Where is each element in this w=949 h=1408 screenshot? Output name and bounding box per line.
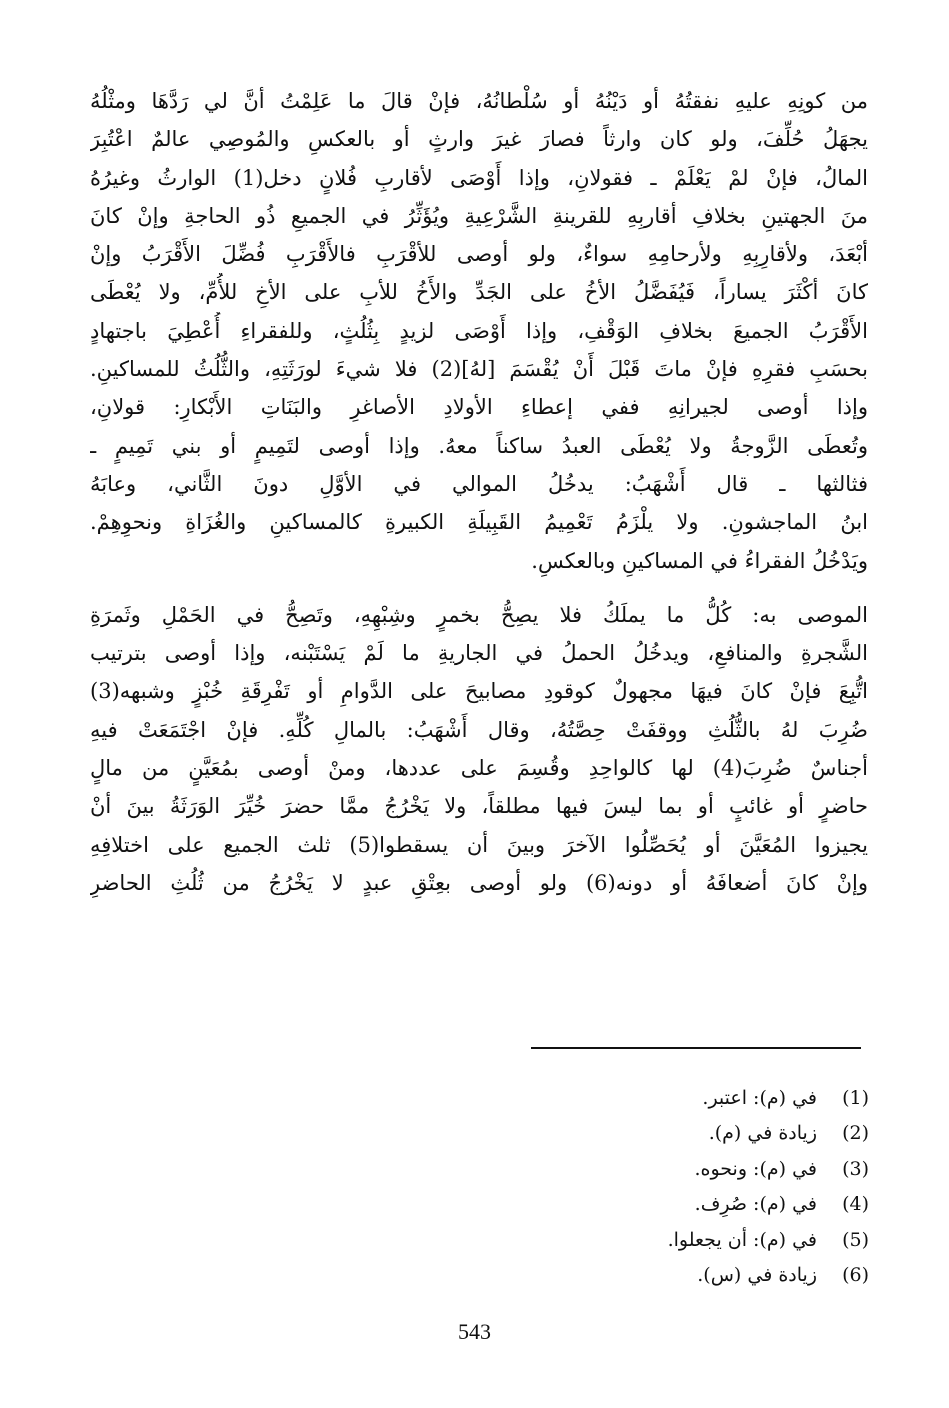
main-text-block xyxy=(90,82,868,902)
paragraph-1 xyxy=(90,82,868,580)
footnote-item xyxy=(369,1080,869,1116)
footnote-number: (5) xyxy=(842,1228,869,1251)
footnote-item xyxy=(369,1116,869,1152)
text-line: حاضرٍ أو غائبٍ أو بما ليسَ فيها مطلقاً، ولا يَخْرُجُ ممَّا حضرَ خُيِّرَ الوَرَثَةُ بينَ أنْ xyxy=(90,794,868,819)
text-line: يجهَلُ حُلِّفَ، ولو كان وارثاً فصارَ غيرَ وارثٍ أو بالعكسِ والمُوصِي عالمٌ اعْتُبِرَ xyxy=(90,127,868,152)
text-line: وتُعطَى الزَّوجةُ ولا يُعْطَى العبدُ ساكناً معهُ. وإذا أوصى لتَمِيمٍ أو بني تَمِيمٍ ـ xyxy=(90,433,868,458)
footnote-number: (6) xyxy=(842,1264,869,1287)
text-line: ضُرِبَ لهُ بالثُّلُثِ ووقفَتْ حِصَّتُهُ، وقال أَشْهَبُ: بالمالِ كُلِّهِ. فإنْ اجْتَمَعَتْ فيهِ xyxy=(90,717,868,742)
footnote-text: في (م): ونحوه. xyxy=(694,1157,817,1180)
footnotes-list xyxy=(369,1080,869,1293)
text-line: وإنْ كانَ أضعافَهُ أو دونه(6) ولو أوصى بعِتْقِ عبدٍ لا يَخْرُجُ من ثُلُثِ الحاضرِ xyxy=(90,870,868,895)
footnote-item xyxy=(369,1151,869,1187)
footnote-number: (4) xyxy=(842,1193,869,1216)
text-line: الموصى به: كُلُّ ما يملَكُ فلا يصِحُّ بخمرٍ وشِبْهِهِ، وتَصِحُّ في الحَمْلِ وثَمرَةِ xyxy=(90,602,868,627)
text-line: أبْعَدَ، ولأقارِبِهِ ولأرحامِهِ سواءٌ، ولو أوصى للأقْرَبِ فالأَقْرَبِ فُضِّلَ الأَقْرَبُ وإنْ xyxy=(90,242,868,267)
text-line: منَ الجهتينِ بخلافِ أقاربِهِ للقرينةِ الشَّرْعِيةِ ويُؤَثِّرُ في الجميعِ ذُو الحاجةِ وإنْ كانَ xyxy=(90,203,868,228)
text-line: الأَقْرَبُ الجميعَ بخلافِ الوَقْفِ، وإذا أَوْصَى لزيدٍ بِثُلُثٍ، وللفقراءِ أُعْطِيَ باجتهادٍ xyxy=(90,318,868,343)
footnote-divider xyxy=(531,1047,861,1049)
text-line: الشَّجرةِ والمنافعِ، ويدخُلُ الحملُ في الجاريةِ ما لَمْ يَسْتَبْنه، وإذا أوصى بترتيب xyxy=(90,641,868,666)
page-number: 543 xyxy=(458,1319,491,1344)
text-line: وإذا أوصى لجيرانِهِ ففي إعطاءِ الأولادِ الأصاغرِ والبَنَاتِ الأَبْكارِ: قولانِ، xyxy=(90,395,868,420)
text-line: كانَ أكْثَرَ يساراً، فَيُفَضَّلُ الأخُ على الجَدِّ والأَخُ للأبِ على الأخِ للأُمِّ، ولا يُعْطَى xyxy=(90,280,868,305)
paragraph-2 xyxy=(90,596,868,902)
footnote-item xyxy=(369,1222,869,1258)
text-line: المالُ، فإنْ لمْ يَعْلَمْ ـ فقولانِ، وإذا أَوْصَى لأقاربِ فُلانٍ دخل(1) الوارثُ وغيرُهُ xyxy=(90,165,868,190)
text-line: يجيزوا المُعَيَّنَ أو يُحَصِّلُوا الآخرَ وبينَ أن يسقطوا(5) ثلث الجميع على اختلافِهِ xyxy=(90,832,868,857)
footnote-item xyxy=(369,1258,869,1294)
footnote-text: زيادة في (س). xyxy=(697,1264,817,1287)
footnote-text: في (م): صُرِف. xyxy=(694,1193,817,1216)
footnote-number: (2) xyxy=(842,1122,869,1145)
text-line: فثالثها ـ قال أَشْهَبُ: يدخُلُ الموالي في الأوَّلِ دونَ الثَّاني، وعابَهُ xyxy=(90,471,868,496)
text-line: أجناسٌ ضُرِبَ(4) لها كالواحِدِ وقُسِمَ على عددها، ومنْ أوصى بمُعَيَّنٍ من مالٍ xyxy=(90,756,868,781)
footnote-item xyxy=(369,1187,869,1223)
footnote-text: في (م): أن يجعلوا. xyxy=(667,1228,817,1251)
text-line: من كونِهِ عليهِ نفقتُهُ أو دَيْنُهُ أو سُلْطانُهُ، فإنْ قالَ ما عَلِمْتُ أنَّ لي رَدَّهَا ومثْلُهُ xyxy=(90,89,868,113)
text-line: اتُّبِعَ فإنْ كانَ فيهَا مجهولٌ كوقودِ مصابيحَ على الدَّوامِ أو تَفْرِقَةِ خُبْزٍ وشبهه(3) xyxy=(90,679,868,704)
footnote-text: زيادة في (م). xyxy=(708,1122,817,1145)
footnote-number: (1) xyxy=(842,1086,869,1109)
text-line: بحسَبِ فقرِهِ فإنْ ماتَ قَبْلَ أَنْ يُقْسَمَ [لهُ](2) فلا شيءَ لورَثَتِهِ، والثُّلُثُ للمساكينِ. xyxy=(90,357,868,382)
footnote-text: في (م): اعتبر. xyxy=(702,1086,817,1109)
text-line: ابنُ الماجشونِ. ولا يلْزَمُ تَعْمِيمُ القَبِيلَةِ الكبيرةِ كالمساكينِ والغُزَاةِ ونحوِهِمْ. xyxy=(90,510,868,535)
text-line: ويَدْخُلُ الفقراءُ في المساكينِ وبالعكسِ. xyxy=(531,548,868,573)
footnote-number: (3) xyxy=(842,1157,869,1180)
